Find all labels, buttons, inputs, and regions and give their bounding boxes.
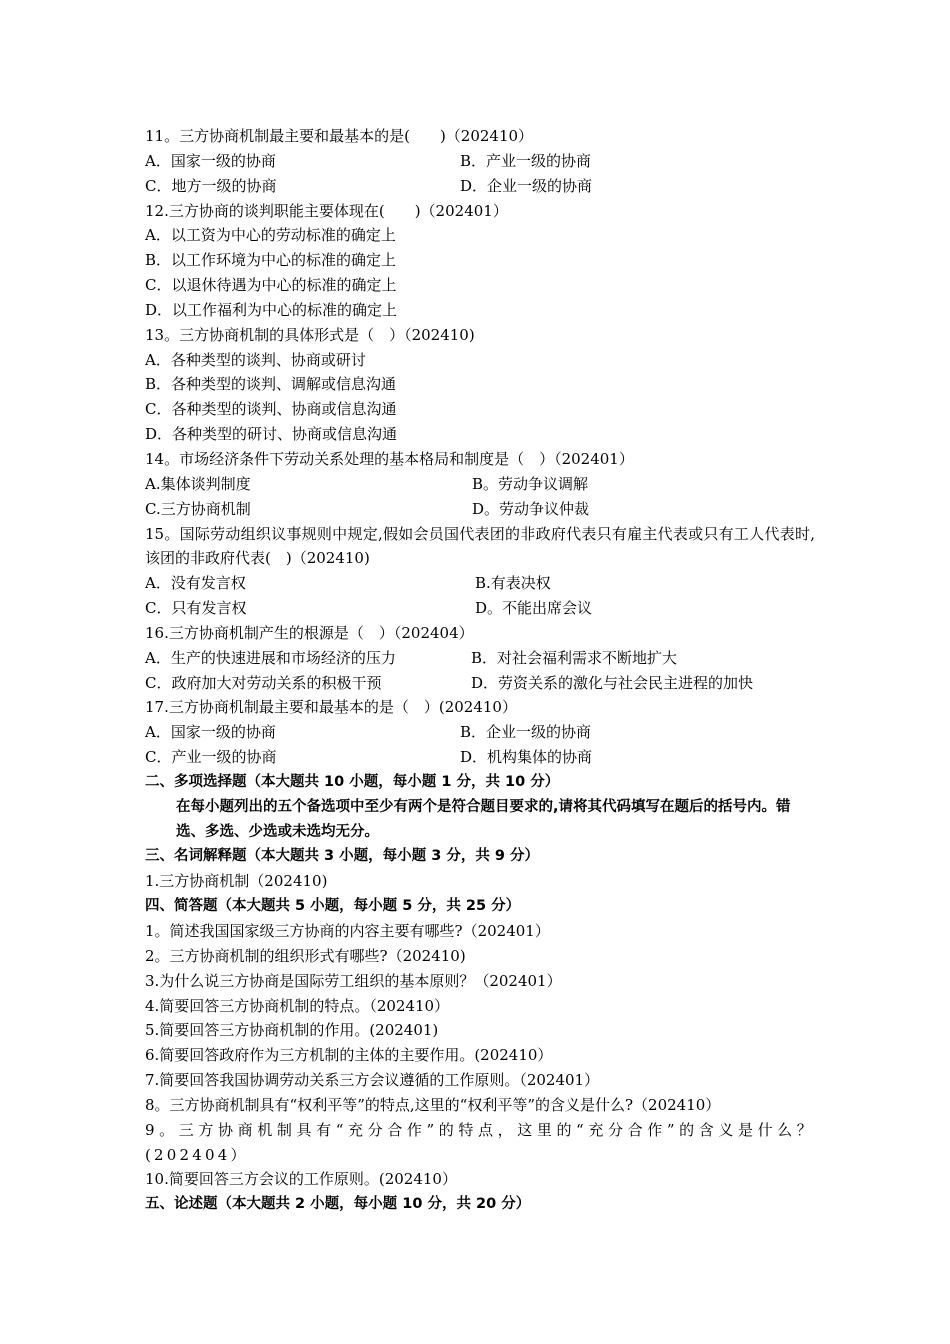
option: D．各种类型的研讨、协商或信息沟通 <box>145 425 398 444</box>
option: A．生产的快速进展和市场经济的压力 <box>145 648 396 667</box>
section-heading: 三、名词解释题（本大题共 3 小题，每小题 3 分，共 9 分） <box>145 848 540 865</box>
list-item: 7.简要回答我国协调劳动关系三方会议遵循的工作原则。（202401） <box>145 1071 600 1090</box>
option: B．对社会福利需求不断地扩大 <box>471 648 678 667</box>
section-heading: 二、多项选择题（本大题共 10 小题，每小题 1 分，共 10 分） <box>145 773 560 790</box>
option: A．国家一级的协商 <box>145 723 276 742</box>
option-row <box>145 149 815 174</box>
question-stem: 16.三方协商机制产生的根源是（ ）（202404） <box>145 623 474 642</box>
option: D．企业一级的协商 <box>460 176 593 195</box>
list-item: 10.简要回答三方会议的工作原则。(202410） <box>145 1170 457 1189</box>
option: D。劳动争议仲裁 <box>472 499 590 518</box>
question-stem: 14。市场经济条件下劳动关系处理的基本格局和制度是（ ）（202401） <box>145 449 634 468</box>
question-stem: 15。国际劳动组织议事规则中规定,假如会员国代表团的非政府代表只有雇主代表或只有工人代表时,该团的非政府代表( )（202410) <box>145 524 815 568</box>
list-item: 9。三方协商机制具有“充分合作”的特点，这里的“充分合作”的含义是什么？(202404） <box>145 1120 815 1164</box>
option-row <box>145 571 815 596</box>
option: A．没有发言权 <box>145 574 246 593</box>
question-stem: 12.三方协商的谈判职能主要体现在( )（202401） <box>145 201 508 220</box>
option: B．各种类型的谈判、调解或信息沟通 <box>145 375 397 394</box>
option: B.有表决权 <box>475 574 551 593</box>
option: D。不能出席会议 <box>475 599 593 618</box>
exam-content <box>145 124 815 1217</box>
option: C．产业一级的协商 <box>145 748 277 767</box>
question-stem: 13。三方协商机制的具体形式是（ ）（202410) <box>145 325 475 344</box>
option: A.集体谈判制度 <box>145 474 251 493</box>
section-heading: 五、论述题（本大题共 2 小题，每小题 10 分，共 20 分） <box>145 1196 531 1213</box>
option-row <box>145 671 815 696</box>
option: D．劳资关系的激化与社会民主进程的加快 <box>471 673 754 692</box>
option-row <box>145 596 815 621</box>
option: C．政府加大对劳动关系的积极干预 <box>145 673 382 692</box>
list-item: 4.简要回答三方协商机制的特点。（202410） <box>145 996 450 1015</box>
option: C．地方一级的协商 <box>145 176 277 195</box>
option-row <box>145 497 815 522</box>
option: D．以工作福利为中心的标准的确定上 <box>145 300 398 319</box>
option: C．只有发言权 <box>145 599 247 618</box>
list-item: 5.简要回答三方协商机制的作用。(202401) <box>145 1021 439 1040</box>
section-heading: 四、简答题（本大题共 5 小题，每小题 5 分，共 25 分） <box>145 898 521 915</box>
option: C.三方协商机制 <box>145 499 251 518</box>
option: A．国家一级的协商 <box>145 151 276 170</box>
option: D．机构集体的协商 <box>460 748 593 767</box>
option: B。劳动争议调解 <box>472 474 589 493</box>
section-note: 在每小题列出的五个备选项中至少有两个是符合题目要求的,请将其代码填写在题后的括号内。错选、多选、少选或未选均无分。 <box>176 798 791 840</box>
question-stem: 17.三方协商机制最主要和最基本的是（ ）(202410） <box>145 698 517 717</box>
option-row <box>145 646 815 671</box>
question-stem: 11。三方协商机制最主要和最基本的是( )（202410） <box>145 127 534 145</box>
option-row <box>145 720 815 745</box>
list-item: 8。三方协商机制具有“权利平等”的特点,这里的“权利平等”的含义是什么?（202410） <box>145 1095 721 1114</box>
option: A．以工资为中心的劳动标准的确定上 <box>145 226 396 245</box>
list-item: 1.三方协商机制（202410) <box>145 872 328 891</box>
option: B．以工作环境为中心的标准的确定上 <box>145 251 397 270</box>
option: C．以退休待遇为中心的标准的确定上 <box>145 276 397 295</box>
list-item: 2。三方协商机制的组织形式有哪些?（202410) <box>145 946 466 965</box>
option: A．各种类型的谈判、协商或研讨 <box>145 350 366 369</box>
list-item: 6.简要回答政府作为三方机制的主体的主要作用。(202410） <box>145 1046 553 1065</box>
option-row <box>145 472 815 497</box>
option: C．各种类型的谈判、协商或信息沟通 <box>145 400 397 419</box>
option: B．企业一级的协商 <box>460 723 592 742</box>
list-item: 1。简述我国国家级三方协商的内容主要有哪些?（202401） <box>145 922 550 940</box>
list-item: 3.为什么说三方协商是国际劳工组织的基本原则？（202401） <box>145 971 562 990</box>
option: B．产业一级的协商 <box>460 151 592 170</box>
option-row <box>145 745 815 770</box>
option-row <box>145 174 815 199</box>
